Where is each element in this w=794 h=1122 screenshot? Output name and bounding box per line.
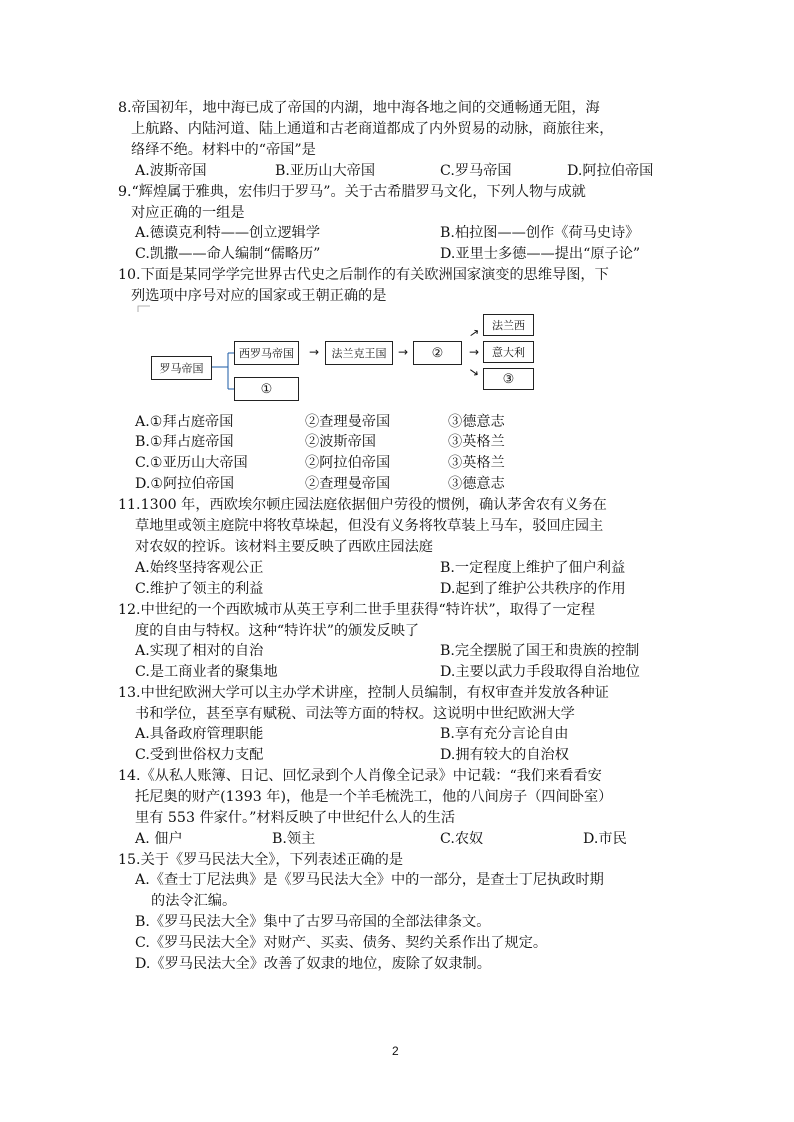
q8-stem-line3: 络绎不绝。材料中的“帝国”是 xyxy=(131,142,316,158)
q12-option-b: B.完全摆脱了国王和贵族的控制 xyxy=(440,643,640,659)
q14-stem-line3: 里有 553 件家什。”材料反映了中世纪什么人的生活 xyxy=(135,810,456,826)
q13-option-c: C.受到世俗权力支配 xyxy=(135,747,264,763)
arrow-up-right-icon: → xyxy=(465,324,483,342)
arrow-icon: → xyxy=(398,345,409,359)
arrow-icon: → xyxy=(309,345,320,359)
q14-option-c: C.农奴 xyxy=(440,831,484,847)
q10-option-d-2: ②查理曼帝国 xyxy=(305,476,391,492)
q11-option-b: B.一定程度上维护了佃户利益 xyxy=(440,560,626,576)
q14-stem-line2: 托尼奥的财产(1393 年)，他是一个羊毛梳洗工，他的八间房子（四间卧室） xyxy=(135,789,613,805)
q15-option-c: C.《罗马民法大全》对财产、买卖、债务、契约关系作出了规定。 xyxy=(135,935,548,951)
q10-option-c-3: ③英格兰 xyxy=(448,455,505,471)
q15-option-d: D.《罗马民法大全》改善了奴隶的地位，废除了奴隶制。 xyxy=(135,956,491,972)
q13-stem-line2: 书和学位，甚至享有赋税、司法等方面的特权。这说明中世纪欧洲大学 xyxy=(135,706,575,722)
page-number: 2 xyxy=(392,1044,399,1058)
q10-option-c-2: ②阿拉伯帝国 xyxy=(305,455,391,471)
q10-option-d-1: D.①阿拉伯帝国 xyxy=(135,476,235,492)
node-blank-3: ③ xyxy=(483,368,534,390)
q12-stem-line2: 度的自由与特权。这种“特许状”的颁发反映了 xyxy=(135,623,420,639)
q11-option-c: C.维护了领主的利益 xyxy=(135,581,264,597)
q11-stem-line3: 对农奴的控诉。该材料主要反映了西欧庄园法庭 xyxy=(135,539,433,555)
q10-option-b-2: ②波斯帝国 xyxy=(305,434,376,450)
q13-option-a: A.具备政府管理职能 xyxy=(135,726,264,742)
q8-option-a: A.波斯帝国 xyxy=(135,163,207,179)
q15-option-a: A.《查士丁尼法典》是《罗马民法大全》中的一部分，是查士丁尼执政时期 xyxy=(135,872,604,888)
q10-option-d-3: ③德意志 xyxy=(448,476,505,492)
q8-stem-line1: 8.帝国初年，地中海已成了帝国的内湖，地中海各地之间的交通畅通无阻，海 xyxy=(118,100,600,116)
q14-option-a: A. 佃户 xyxy=(135,831,183,847)
q15-option-a-cont: 的法令汇编。 xyxy=(151,893,237,909)
q14-stem-line1: 14.《从私人账簿、日记、回忆录到个人肖像全记录》中记载：“我们来看看安 xyxy=(118,768,602,784)
arrow-icon: → xyxy=(469,345,480,359)
q9-stem-line1: 9.“辉煌属于雅典，宏伟归于罗马”。关于古希腊罗马文化，下列人物与成就 xyxy=(118,184,586,200)
q8-option-d: D.阿拉伯帝国 xyxy=(567,163,654,179)
node-blank-2: ② xyxy=(413,341,462,365)
q13-option-b: B.享有充分言论自由 xyxy=(440,726,569,742)
q9-option-b: B.柏拉图——创作《荷马史诗》 xyxy=(440,225,640,241)
node-roman-empire: 罗马帝国 xyxy=(151,356,212,380)
q15-option-b: B.《罗马民法大全》集中了古罗马帝国的全部法律条文。 xyxy=(135,914,491,930)
q9-option-c: C.凯撒——命人编制“儒略历” xyxy=(135,246,321,262)
q12-option-d: D.主要以武力手段取得自治地位 xyxy=(440,664,640,680)
arrow-down-right-icon: → xyxy=(465,363,483,381)
q15-stem-line1: 15.关于《罗马民法大全》，下列表述正确的是 xyxy=(118,852,404,868)
q11-stem-line1: 11.1300 年，西欧埃尔顿庄园法庭依据佃户劳役的惯例，确认茅舍农有义务在 xyxy=(118,497,607,513)
node-frankish-kingdom: 法兰克王国 xyxy=(325,341,393,365)
q12-option-c: C.是工商业者的聚集地 xyxy=(135,664,278,680)
q10-stem-line2: 列选项中序号对应的国家或王朝正确的是 xyxy=(131,288,387,304)
q11-stem-line2: 草地里或领主庭院中将牧草垛起，但没有义务将牧草装上马车，驳回庄园主 xyxy=(135,518,604,534)
q8-option-c: C.罗马帝国 xyxy=(440,163,512,179)
q10-stem-line1: 10.下面是某同学学完世界古代史之后制作的有关欧洲国家演变的思维导图，下 xyxy=(118,267,609,283)
q10-option-b-1: B.①拜占庭帝国 xyxy=(135,434,234,450)
q10-option-c-1: C.①亚历山大帝国 xyxy=(135,455,248,471)
q8-option-b: B.亚历山大帝国 xyxy=(275,163,376,179)
q12-option-a: A.实现了相对的自治 xyxy=(135,643,264,659)
q14-option-b: B.领主 xyxy=(272,831,316,847)
q9-option-d: D.亚里士多德——提出“原子论” xyxy=(440,246,641,262)
q10-option-b-3: ③英格兰 xyxy=(448,434,505,450)
q14-option-d: D.市民 xyxy=(583,831,627,847)
q10-option-a-1: A.①拜占庭帝国 xyxy=(135,414,234,430)
q9-stem-line2: 对应正确的一组是 xyxy=(131,205,245,221)
q13-option-d: D.拥有较大的自治权 xyxy=(440,747,569,763)
q11-option-d: D.起到了维护公共秩序的作用 xyxy=(440,581,626,597)
node-italy: 意大利 xyxy=(483,341,534,363)
q9-option-a: A.德谟克利特——创立逻辑学 xyxy=(135,225,321,241)
node-france: 法兰西 xyxy=(483,314,534,336)
q10-option-a-2: ②查理曼帝国 xyxy=(305,414,391,430)
q11-option-a: A.始终坚持客观公正 xyxy=(135,560,264,576)
q8-stem-line2: 上航路、内陆河道、陆上通道和古老商道都成了内外贸易的动脉，商旅往来， xyxy=(131,121,614,137)
q13-stem-line1: 13.中世纪欧洲大学可以主办学术讲座，控制人员编制，有权审查并发放各种证 xyxy=(118,685,609,701)
node-western-roman-empire: 西罗马帝国 xyxy=(234,341,299,365)
q10-option-a-3: ③德意志 xyxy=(448,414,505,430)
q12-stem-line1: 12.中世纪的一个西欧城市从英王亨利二世手里获得“特许状”，取得了一定程 xyxy=(118,602,595,618)
node-blank-1: ① xyxy=(234,377,299,401)
